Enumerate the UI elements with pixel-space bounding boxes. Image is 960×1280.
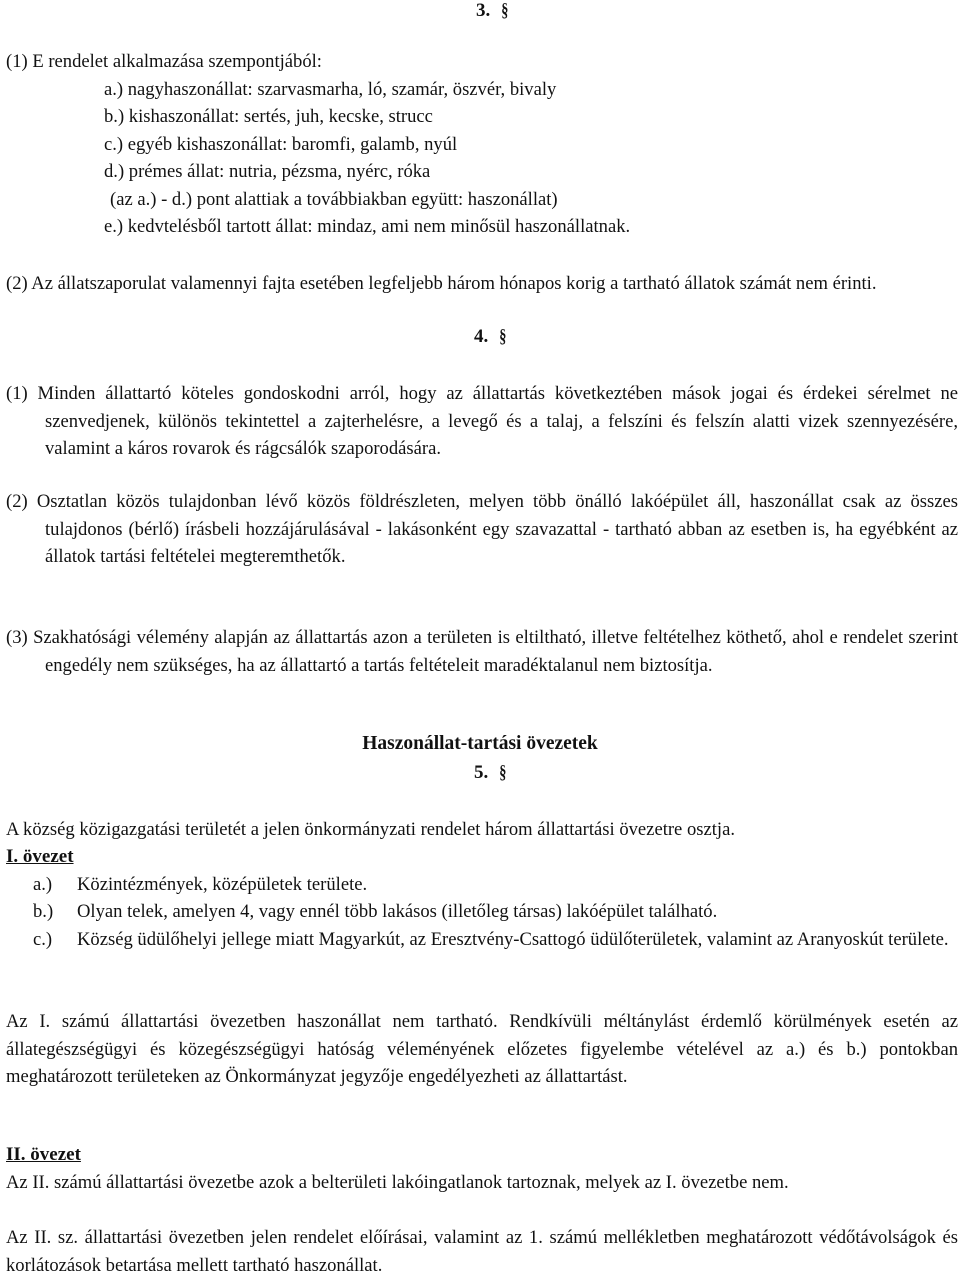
list-item — [33, 898, 958, 926]
section-5-intro: A község közigazgatási területét a jelen önkormányzati rendelet három állattartási övezetre osztja. — [6, 819, 735, 840]
paragraph-sign-icon: § — [499, 326, 507, 347]
section-4-p1: (1) Minden állattartó köteles gondoskodni arról, hogy az állattartás következtében mások jogai és érdekei sérelmet ne szenvedjenek, különös tekintettel a zajterhelésre, a levegő és a talaj, a felszíni és felszín alatti vizek szennyezésére, valamint a káros rovarok és rágcsálók szaporodására. — [6, 383, 958, 459]
list-item-text: Olyan telek, amelyen 4, vagy ennél több lakásos (illetőleg társas) lakóépület található. — [77, 901, 718, 922]
list-item-label: c.) — [33, 929, 53, 950]
list-item: d.) prémes állat: nutria, pézsma, nyérc, róka — [104, 161, 431, 182]
list-item-label: b.) — [33, 901, 54, 922]
section-5-heading — [474, 762, 508, 784]
list-item — [33, 871, 958, 899]
zones-title: Haszonállat-tartási övezetek — [362, 733, 598, 754]
list-item: (az a.) - d.) pont alattiak a továbbiakban együtt: haszonállat) — [110, 189, 558, 210]
section-4-number: 4. — [474, 326, 489, 347]
paragraph-sign-icon: § — [501, 0, 509, 21]
zone-2-p2: Az II. sz. állattartási övezetben jelen rendelet előírásai, valamint az 1. számú mellékletben meghatározott védőtávolságok és korlátozások betartása mellett tartható haszonállat. — [6, 1227, 958, 1276]
section-4-p2: (2) Osztatlan közös tulajdonban lévő közös földrészleten, melyen több önálló lakóépület áll, haszonállat csak az összes tulajdonos (bérlő) írásbeli hozzájárulásával - lakásonként egy szavazattal - tartható abban az esetben is, ha egyébként az állatok tartási feltételei megteremthetők. — [6, 491, 958, 567]
list-item-label: a.) — [33, 874, 53, 895]
section-3-p1-intro: (1) E rendelet alkalmazása szempontjából: — [6, 51, 322, 72]
section-3-heading — [476, 0, 510, 22]
section-4-heading — [474, 326, 508, 348]
list-item-text: Közintézmények, középületek területe. — [77, 874, 368, 895]
list-item: a.) nagyhaszonállat: szarvasmarha, ló, szamár, öszvér, bivaly — [104, 79, 557, 100]
list-item: b.) kishaszonállat: sertés, juh, kecske, strucc — [104, 106, 433, 127]
zone-1-rule: Az I. számú állattartási övezetben haszonállat nem tartható. Rendkívüli méltánylást érdemlő körülmények esetén az állategészségügyi és közegészségügyi hatóság véleményének előzetes figyelembe vételével az a.) és b.) pontokban meghatározott területeken az Önkormányzat jegyzője engedélyezheti az állattartást. — [6, 1011, 958, 1087]
list-item-text: Község üdülőhelyi jellege miatt Magyarkút, az Eresztvény-Csattogó üdülőterületek, valamint az Aranyoskút területe. — [77, 929, 949, 950]
zone-2-title: II. övezet — [6, 1144, 81, 1165]
section-3-p2: (2) Az állatszaporulat valamennyi fajta esetében legfeljebb három hónapos korig a tartható állatok számát nem érinti. — [6, 273, 877, 294]
list-item: c.) egyéb kishaszonállat: baromfi, galamb, nyúl — [104, 134, 458, 155]
zone-1-title: I. övezet — [6, 846, 74, 867]
list-item — [33, 926, 958, 954]
paragraph-sign-icon: § — [499, 762, 507, 783]
section-4-p3: (3) Szakhatósági vélemény alapján az állattartás azon a területen is eltiltható, illetve feltételhez köthető, ahol e rendelet szerint engedély nem szükséges, ha az állattartó a tartás feltételeit maradéktalanul nem biztosítja. — [6, 627, 958, 676]
section-3-number: 3. — [476, 0, 491, 21]
list-item: e.) kedvtelésből tartott állat: mindaz, ami nem minősül haszonállatnak. — [104, 216, 631, 237]
zone-2-p1: Az II. számú állattartási övezetbe azok a belterületi lakóingatlanok tartoznak, melyek az I. övezetbe nem. — [6, 1172, 789, 1193]
section-5-number: 5. — [474, 762, 489, 783]
